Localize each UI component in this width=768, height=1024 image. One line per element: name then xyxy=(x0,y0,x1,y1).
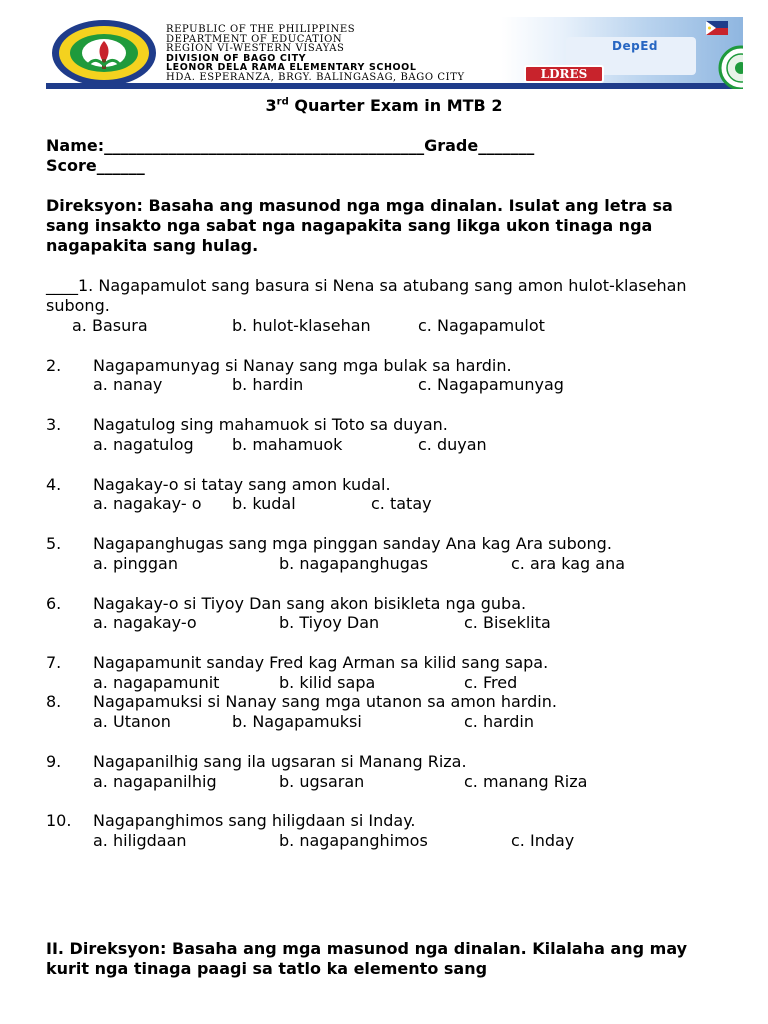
exam-title-text: Quarter Exam in MTB 2 xyxy=(288,96,503,115)
question-text: Nagakay-o si tatay sang amon kudal. xyxy=(93,475,391,494)
question-number: 10. xyxy=(46,811,72,830)
header-line-region: REGION VI-WESTERN VISAYAS xyxy=(166,43,345,54)
question-1-option-c: c. Nagapamulot xyxy=(418,316,545,335)
question-text: Nagapamunit sanday Fred kag Arman sa kilid sang sapa. xyxy=(93,653,549,672)
question-number: 2. xyxy=(46,356,62,375)
question-number: 3. xyxy=(46,415,62,434)
directions-part-2: II. Direksyon: Basaha ang mga masunod nga dinalan. Kilalaha ang may kurit nga tinaga paagi sa tatlo ka elemento sang xyxy=(46,939,688,978)
option-b: b. kudal xyxy=(232,494,296,513)
question-number: 8. xyxy=(46,692,62,711)
option-b: b. Tiyoy Dan xyxy=(279,613,380,632)
question-1-option-a: a. Basura xyxy=(72,316,148,335)
option-c: c. Nagapamunyag xyxy=(418,375,564,394)
option-b: b. mahamuok xyxy=(232,435,343,454)
name-grade-line: Name:________________________________________Grade_______ xyxy=(46,136,535,155)
option-a: a. pinggan xyxy=(93,554,178,573)
question-text: Nagapanilhig sang ila ugsaran si Manang Riza. xyxy=(93,752,467,771)
question-number: 7. xyxy=(46,653,62,672)
option-c: c. Biseklita xyxy=(464,613,551,632)
question-text: Nagapanghimos sang hiligdaan si Inday. xyxy=(93,811,416,830)
header-line-division: DIVISION OF BAGO CITY xyxy=(166,52,307,64)
option-b: b. hardin xyxy=(232,375,304,394)
question-text: Nagapamuksi si Nanay sang mga utanon sa amon hardin. xyxy=(93,692,557,711)
question-text: Nagakay-o si Tiyoy Dan sang akon bisikleta nga guba. xyxy=(93,594,527,613)
option-a: a. nagakay- o xyxy=(93,494,202,513)
ldres-badge: LDRES xyxy=(524,65,604,83)
question-number: 4. xyxy=(46,475,62,494)
school-header-banner xyxy=(46,17,743,89)
option-c: c. Fred xyxy=(464,673,518,692)
option-b: b. nagapanghugas xyxy=(279,554,429,573)
question-1-option-b: b. hulot-klasehan xyxy=(232,316,371,335)
school-seal-logo xyxy=(50,19,158,87)
option-c: c. hardin xyxy=(464,712,534,731)
option-a: a. nagapamunit xyxy=(93,673,220,692)
option-b: b. Nagapamuksi xyxy=(232,712,362,731)
option-c: c. duyan xyxy=(418,435,487,454)
option-a: a. hiligdaan xyxy=(93,831,187,850)
option-c: c. Inday xyxy=(511,831,575,850)
option-b: b. ugsaran xyxy=(279,772,365,791)
header-line-address: HDA. ESPERANZA, BRGY. BALINGASAG, BAGO CITY xyxy=(166,71,465,83)
question-number: 6. xyxy=(46,594,62,613)
option-a: a. Utanon xyxy=(93,712,171,731)
header-line-school: LEONOR DELA RAMA ELEMENTARY SCHOOL xyxy=(166,62,417,73)
division-seal-logo xyxy=(718,45,743,89)
option-a: a. nagakay-o xyxy=(93,613,197,632)
question-text: Nagapamunyag si Nanay sang mga bulak sa hardin. xyxy=(93,356,512,375)
header-line-deped: DEPARTMENT OF EDUCATION xyxy=(166,33,343,45)
option-a: a. nanay xyxy=(93,375,163,394)
philippine-flag-icon xyxy=(706,21,728,35)
question-text: Nagapanghugas sang mga pinggan sanday Ana kag Ara subong. xyxy=(93,534,612,553)
exam-title-ordinal: rd xyxy=(276,96,289,108)
question-number: 5. xyxy=(46,534,62,553)
option-b: b. nagapanghimos xyxy=(279,831,428,850)
header-line-republic: REPUBLIC OF THE PHILIPPINES xyxy=(166,24,356,35)
option-b: b. kilid sapa xyxy=(279,673,376,692)
option-c: c. ara kag ana xyxy=(511,554,626,573)
exam-title xyxy=(0,96,768,115)
score-line: Score______ xyxy=(46,156,145,175)
option-c: c. manang Riza xyxy=(464,772,588,791)
deped-sign-text: DepEd xyxy=(612,39,658,53)
question-number: 9. xyxy=(46,752,62,771)
question-text: Nagatulog sing mahamuok si Toto sa duyan. xyxy=(93,415,448,434)
option-c: c. tatay xyxy=(371,494,432,513)
exam-title-number: 3 xyxy=(265,96,277,115)
header-address-lines xyxy=(166,25,526,82)
question-1-text: ____1. Nagapamulot sang basura si Nena sa atubang sang amon hulot-klasehan subong. xyxy=(46,276,687,315)
option-a: a. nagapanilhig xyxy=(93,772,217,791)
directions-part-1: Direksyon: Basaha ang masunod nga mga dinalan. Isulat ang letra sa sang insakto nga sabat nga nagapakita sang likga ukon tinaga nga nagapakita sang hulag. xyxy=(46,196,673,255)
option-a: a. nagatulog xyxy=(93,435,194,454)
question-1-options xyxy=(0,316,768,336)
